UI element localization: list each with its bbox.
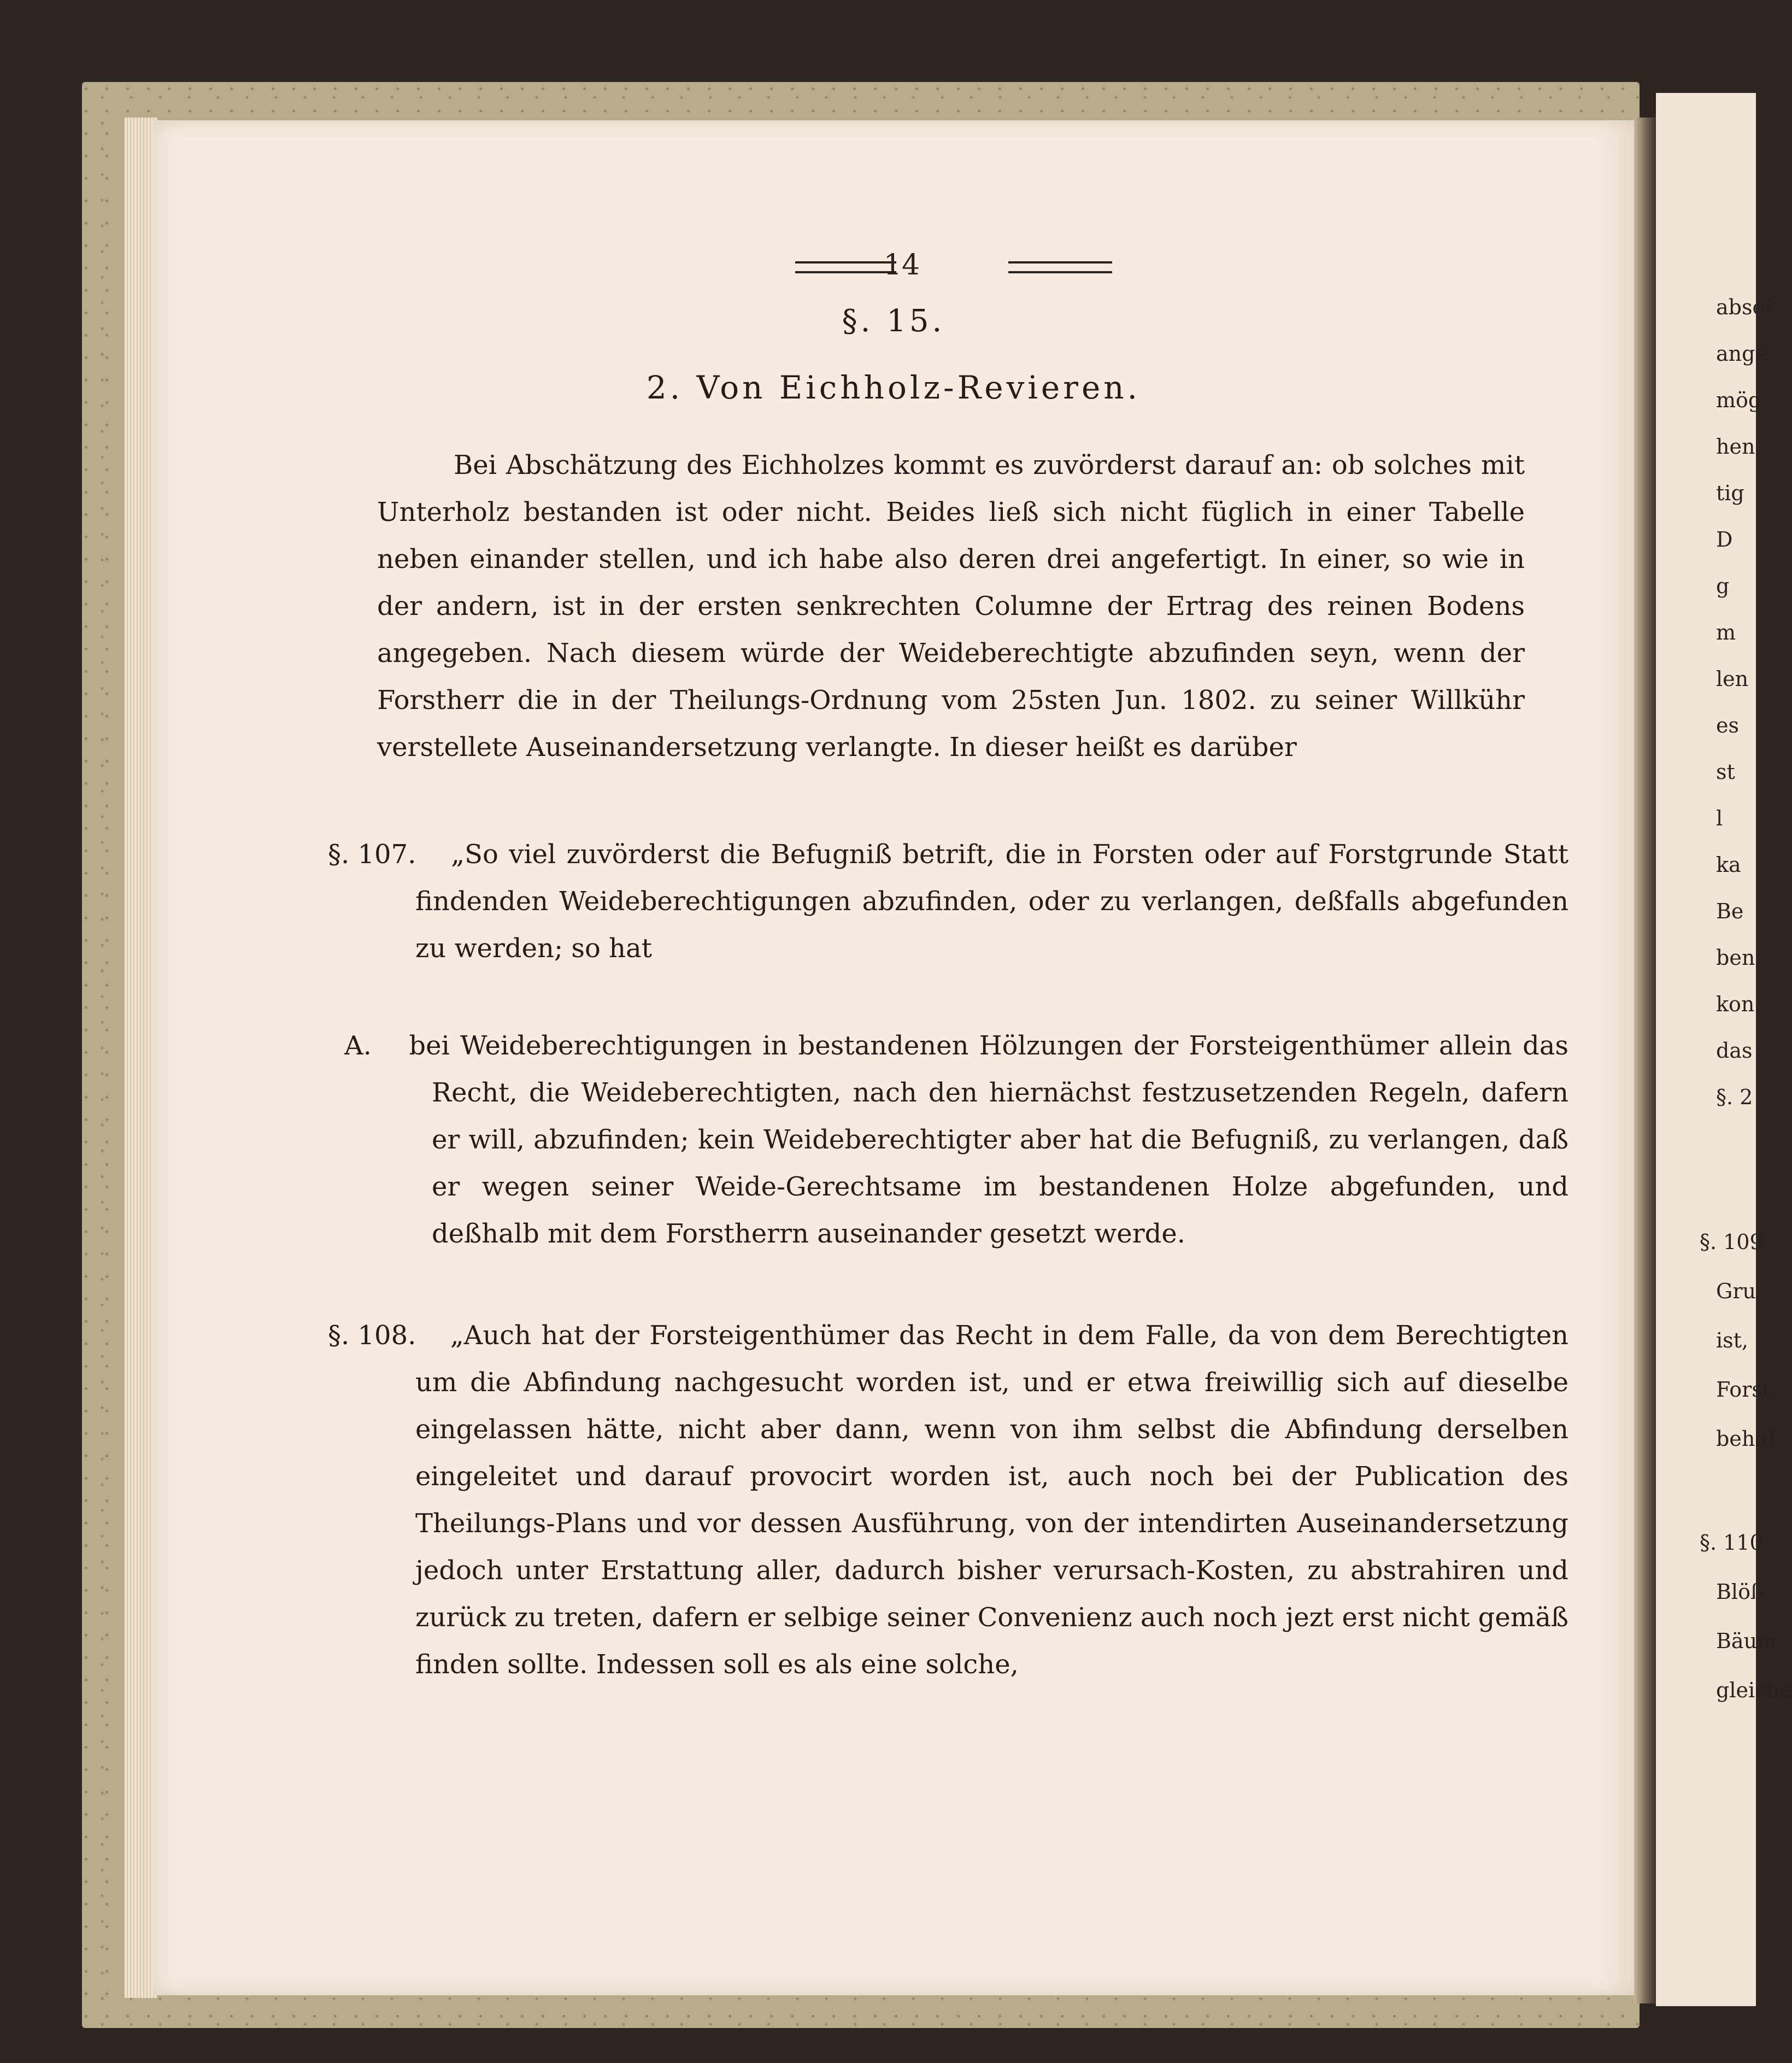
- right-fragment: §. 110: [1700, 1531, 1763, 1555]
- right-fragment: absei: [1716, 295, 1772, 319]
- right-page-fragment: [1656, 93, 1792, 2006]
- right-fragment: st: [1716, 760, 1735, 784]
- right-fragment: Blöß: [1716, 1580, 1765, 1604]
- right-fragment: das: [1716, 1039, 1753, 1063]
- right-fragment: ben: [1716, 946, 1755, 970]
- right-fragment: §. 2: [1716, 1085, 1753, 1109]
- right-fragment: Be: [1716, 899, 1744, 923]
- right-fragment: g: [1716, 574, 1730, 598]
- right-fragment: es: [1716, 713, 1739, 737]
- page-number: 14: [883, 249, 920, 282]
- right-fragment: Gru: [1716, 1279, 1756, 1303]
- right-fragment: §. 109: [1700, 1230, 1763, 1254]
- right-fragment: tig: [1716, 481, 1744, 505]
- page-edges: [125, 118, 157, 1998]
- quote-label: §. 107.: [328, 839, 416, 870]
- header-rule-right: [1008, 261, 1112, 273]
- right-fragment: kon: [1716, 992, 1755, 1016]
- quote-text: „So viel zuvörderst die Befugniß betrift, die in Forsten oder auf Forstgrunde Statt findenden Weideberechtigungen abzufinden, oder zu verlangen, deßfalls abgefunden zu werden; so hat: [415, 839, 1569, 964]
- right-fragment: ange: [1716, 342, 1767, 366]
- right-fragment: len: [1716, 667, 1749, 691]
- book-gutter: [1634, 118, 1656, 2003]
- section-number: §. 15.: [842, 303, 945, 339]
- quote-text: „Auch hat der Forsteigenthümer das Recht in dem Falle, da von dem Berechtigten um die Abfindung nachgesucht worden ist, und er etwa freiwillig sich auf dieselbe eingelassen hätte, nicht aber dann, wenn von ihm selbst die Abfindung derselben eingeleitet und darauf provocirt worden ist, auch noch bei der Publication des Theilungs-Plans und vor dessen Ausführung, von der intendirten Auseinandersetzung jedoch unter Erstattung aller, dadurch bisher verursach-Kosten, zu abstrahiren und zurück zu treten, dafern er selbige seiner Convenienz auch noch jezt erst nicht gemäß finden sollte. Indessen soll es als eine solche,: [415, 1320, 1569, 1680]
- right-fragment: Bäum: [1716, 1629, 1777, 1653]
- section-heading: 2. Von Eichholz-Revieren.: [646, 369, 1141, 406]
- item-a: [388, 1022, 1568, 1257]
- body-paragraph: Bei Abschätzung des Eichholzes kommt es zuvörderst darauf an: ob solches mit Unterholz bestanden ist oder nicht. Beides ließ sich nicht füglich in einer Tabelle neben einander stellen, und ich habe also deren drei angefertigt. In einer, so wie in der andern, ist in der ersten senkrechten Columne der Ertrag des reinen Bodens angegeben. Nach diesem würde der Weideberechtigte abzufinden seyn, wenn der Forstherr die in der Theilungs-Ordnung vom 25sten Jun. 1802. zu seiner Willkühr verstellete Auseinandersetzung verlangte. In dieser heißt es darüber: [377, 450, 1525, 763]
- quote-label: §. 108.: [328, 1320, 416, 1351]
- quote-107: [328, 831, 1569, 972]
- right-fragment: ist,: [1716, 1328, 1749, 1352]
- right-fragment: m: [1716, 620, 1736, 644]
- right-fragment: ka: [1716, 853, 1741, 877]
- right-fragment: hen: [1716, 435, 1755, 459]
- right-fragment: D: [1716, 528, 1733, 552]
- item-text: bei Weideberechtigungen in bestandenen Hölzungen der Forsteigenthümer allein das Recht, die Weideberechtigten, nach den hiernächst festzusetzenden Regeln, dafern er will, abzufinden; kein Weideberechtigter aber hat die Befugniß, zu verlangen, daß er wegen seiner Weide-Gerechtsame im bestandenen Holze abgefunden, und deßhalb mit dem Forstherrn auseinander gesetzt werde.: [409, 1030, 1569, 1249]
- right-fragment: Forst: [1716, 1378, 1771, 1402]
- right-fragment: gleiche: [1716, 1678, 1792, 1702]
- right-fragment: behal: [1716, 1427, 1775, 1451]
- right-fragment: l: [1716, 806, 1723, 830]
- right-fragment: mög: [1716, 388, 1762, 412]
- quote-108: [328, 1312, 1569, 1688]
